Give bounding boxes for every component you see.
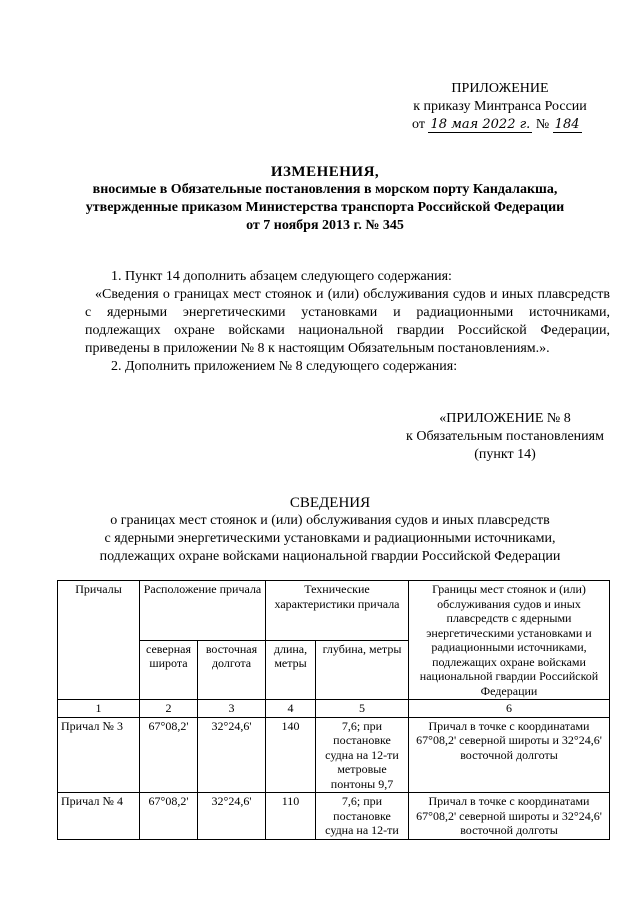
heading-line-1: вносимые в Обязательные постановления в морском порту Кандалакша,: [92, 182, 558, 197]
header-tech: Технические характеристики причала: [266, 581, 409, 641]
column-number: 3: [198, 700, 266, 718]
document-body: [85, 268, 610, 376]
quote-paragraph: «Сведения о границах мест стоянок и (или) обслуживания судов и иных плавсредств с ядерными энергетическими установками и радиационными источниками, подлежащих охране войсками национальной гвардии Российской Федерации, приведены в приложении № 8 к настоящим Обязательным постановлениям.».: [85, 287, 610, 356]
item-1: 1. Пункт 14 дополнить абзацем следующего содержания:: [111, 269, 452, 284]
heading-line-2: утвержденные приказом Министерства транспорта Российской Федерации: [85, 200, 565, 215]
svedeniya-line-3: подлежащих охране войсками национальной гвардии Российской Федерации: [99, 549, 561, 564]
table-row: [58, 793, 610, 840]
berths-table: [57, 580, 610, 840]
berth-length: 110: [266, 793, 316, 840]
berth-longitude: 32°24,6': [198, 793, 266, 840]
appendix-block: [400, 80, 600, 134]
column-number: 2: [140, 700, 198, 718]
document-heading: [40, 163, 610, 235]
svedeniya-line-2: с ядерными энергетическими установками и радиационными источниками,: [104, 531, 556, 546]
appendix-date-line: [400, 116, 600, 134]
handwritten-date: 18 мая 2022 г.: [430, 117, 531, 132]
handwritten-number: 184: [554, 117, 580, 132]
berth-bounds: Причал в точке с координатами 67°08,2' северной широты и 32°24,6' восточной долготы: [409, 793, 610, 840]
svedeniya-line-1: о границах мест стоянок и (или) обслуживания судов и иных плавсредств: [110, 513, 550, 528]
header-location: Расположение причала: [140, 581, 266, 641]
annex-block: [390, 410, 620, 464]
header-berths: Причалы: [58, 581, 140, 700]
table-row: [58, 717, 610, 793]
berth-name: Причал № 3: [58, 717, 140, 793]
berth-length: 140: [266, 717, 316, 793]
item-2: 2. Дополнить приложением № 8 следующего содержания:: [111, 359, 458, 374]
number-label: №: [535, 117, 550, 132]
column-number: 5: [316, 700, 409, 718]
annex-line-1: «ПРИЛОЖЕНИЕ № 8: [439, 411, 571, 426]
svedeniya-heading: [50, 494, 610, 566]
column-number: 4: [266, 700, 316, 718]
column-numbers-row: [58, 700, 610, 718]
heading-title: ИЗМЕНЕНИЯ,: [270, 164, 380, 180]
berth-longitude: 32°24,6': [198, 717, 266, 793]
svedeniya-title: СВЕДЕНИЯ: [289, 495, 371, 511]
appendix-title: ПРИЛОЖЕНИЕ: [451, 81, 549, 96]
berth-bounds: Причал в точке с координатами 67°08,2' северной широты и 32°24,6' восточной долготы: [409, 717, 610, 793]
berth-depth: 7,6; при постановке судна на 12-ти: [316, 793, 409, 840]
header-length: длина, метры: [266, 640, 316, 700]
header-bounds: Границы мест стоянок и (или) обслуживания судов и иных плавсредств с ядерными энергетическими установками и радиационными источниками, подлежащих охране войсками национальной гвардии Российской Федерации: [409, 581, 610, 700]
table-header-row: [58, 581, 610, 641]
column-number: 1: [58, 700, 140, 718]
berth-latitude: 67°08,2': [140, 717, 198, 793]
header-latitude: северная широта: [140, 640, 198, 700]
annex-line-2: к Обязательным постановлениям: [406, 429, 604, 444]
header-depth: глубина, метры: [316, 640, 409, 700]
column-number: 6: [409, 700, 610, 718]
heading-line-3: от 7 ноября 2013 г. № 345: [246, 218, 404, 233]
annex-line-3: (пункт 14): [474, 447, 536, 462]
from-label: от: [412, 117, 425, 132]
page-bottom-edge: [0, 862, 640, 905]
berth-depth: 7,6; при постановке судна на 12-ти метровые понтоны 9,7: [316, 717, 409, 793]
berth-name: Причал № 4: [58, 793, 140, 840]
header-longitude: восточная долгота: [198, 640, 266, 700]
berth-latitude: 67°08,2': [140, 793, 198, 840]
appendix-order-ref: к приказу Минтранса России: [413, 99, 587, 114]
